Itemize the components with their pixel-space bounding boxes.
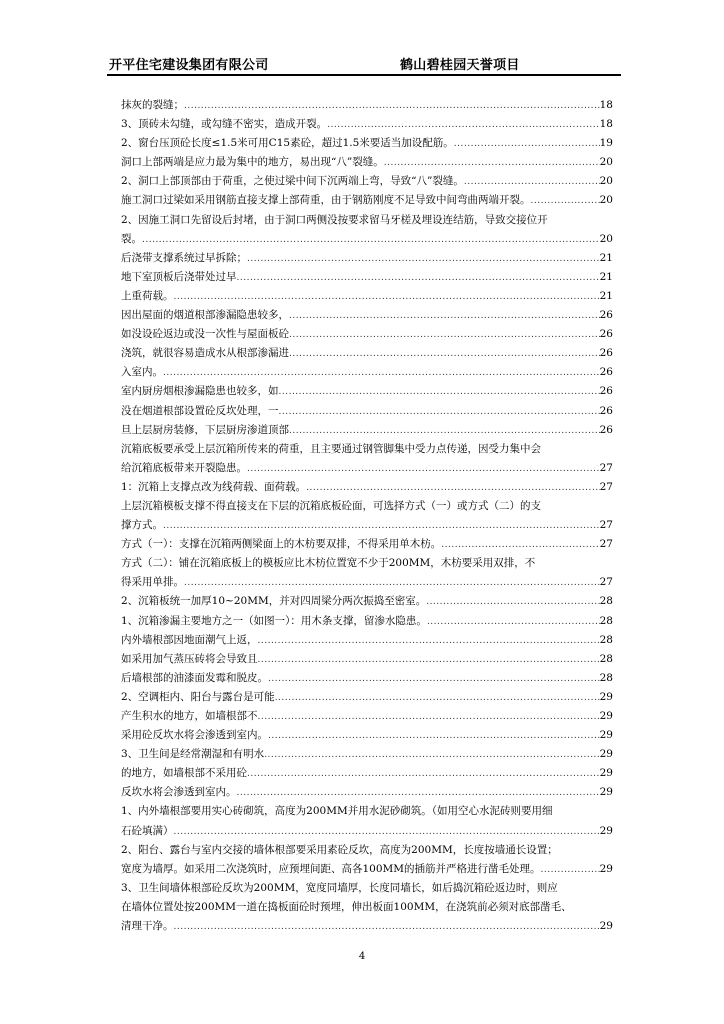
toc-entry[interactable] — [121, 363, 613, 382]
toc-page-number: 27 — [599, 519, 613, 532]
dot-leader — [464, 173, 600, 192]
toc-entry-text: 上重荷载。 — [121, 289, 174, 302]
toc-entry-text: 内外墙根部因地面潮气上返， — [121, 633, 258, 646]
toc-entry[interactable] — [121, 764, 613, 783]
toc-entry[interactable] — [121, 172, 613, 191]
toc-entry[interactable] — [121, 134, 613, 153]
toc-entry-text: 浇筑，就很容易造成水从根部渗漏进 — [121, 347, 289, 360]
toc-page-number: 28 — [599, 652, 613, 665]
toc-entry[interactable] — [121, 287, 613, 306]
dot-leader — [174, 918, 600, 937]
dot-leader — [237, 784, 600, 803]
toc-entry-text: 后浇带支撑系统过早拆除； — [121, 251, 247, 264]
toc-entry[interactable] — [121, 783, 613, 802]
header-rule — [107, 74, 621, 76]
toc-entry[interactable] — [121, 115, 613, 134]
toc-page-number: 26 — [599, 309, 613, 322]
toc-page-number: 28 — [599, 671, 613, 684]
dot-leader — [289, 326, 600, 345]
toc-entry-text: 如没设砼返边或没一次性与屋面板砼 — [121, 328, 289, 341]
page-number: 4 — [358, 951, 366, 962]
toc-page-number: 26 — [599, 385, 613, 398]
toc-page-number: 26 — [599, 404, 613, 417]
dot-leader — [454, 135, 600, 154]
toc-entry[interactable] — [121, 726, 613, 745]
toc-entry[interactable] — [121, 879, 613, 936]
page-header — [107, 52, 621, 74]
toc-entry-text: 产生积水的地方，如墙根部不 — [121, 710, 258, 722]
toc-entry[interactable] — [121, 402, 613, 421]
toc-entry-text: 2、空调柜内、阳台与露台是可能 — [121, 690, 275, 703]
dot-leader — [289, 345, 600, 364]
toc-page-number: 29 — [599, 710, 613, 722]
dot-leader — [142, 231, 600, 250]
dot-leader — [327, 116, 599, 135]
toc-entry[interactable] — [121, 249, 613, 268]
toc-entry-text-line: 方式（二）：铺在沉箱底板上的模板应比木枋位置宽不少于200MM，木枋要采用双排，不 — [121, 557, 536, 570]
dot-leader — [264, 746, 599, 765]
toc-entry-text: 清理干净。 — [121, 920, 174, 933]
dot-leader — [258, 632, 600, 651]
toc-entry[interactable] — [121, 268, 613, 287]
project-name: 鹤山碧桂园天誉项目 — [400, 58, 520, 73]
toc-page-number: 29 — [599, 920, 613, 933]
toc-page-number: 29 — [599, 862, 613, 875]
toc-entry-text-line: 2、阳台、露台与室内交接的墙体根部要采用素砼反坎，高度为200MM，长度按墙通长设置； — [121, 843, 558, 856]
toc-entry[interactable] — [121, 440, 613, 478]
dot-leader — [289, 307, 600, 326]
toc-entry-text: 方式（一）：支撑在沉箱两侧梁面上的木枋要双排，不得采用单木枋。 — [121, 538, 442, 551]
toc-entry-text-line: 1、内外墙根部要用实心砖砌筑，高度为200MM并用水泥砂砌筑。（如用空心水泥砖则要用细 — [121, 805, 553, 818]
dot-leader — [258, 651, 600, 670]
toc-entry[interactable] — [121, 344, 613, 363]
toc-entry-text: 宽度为墙厚。如采用二次浇筑时，应预埋间距、高各100MM的插筋并严格进行凿毛处理。 — [121, 862, 541, 875]
toc-entry-text-line: 沉箱底板要承受上层沉箱所传来的荷重，且主要通过钢管脚集中受力点传递，因受力集中会 — [121, 442, 541, 455]
toc-page-number: 20 — [599, 156, 613, 169]
toc-page-number: 20 — [599, 175, 613, 188]
toc-page-number: 28 — [599, 595, 613, 608]
toc-entry-text: 洞口上部两端是应力最为集中的地方，易出现“八”裂缝。 — [121, 156, 384, 169]
toc-entry-text: 得采用单排。 — [121, 576, 184, 589]
toc-entry-text: 2、洞口上部顶部由于荷重，之使过梁中间下沉两端上弯，导致“八”裂缝。 — [121, 175, 464, 188]
toc-entry-text: 后墙根部的油漆面发霉和脱皮。 — [121, 671, 268, 684]
dot-leader — [541, 861, 600, 880]
toc-page-number: 18 — [599, 118, 613, 131]
toc-entry-text: 采用砼反坎水将会渗透到室内。 — [121, 729, 268, 742]
toc-entry[interactable] — [121, 688, 613, 707]
dot-leader — [174, 823, 600, 842]
toc-entry[interactable] — [121, 745, 613, 764]
toc-page-number: 19 — [599, 137, 613, 150]
toc-entry-text: 撑方式。 — [121, 519, 163, 532]
toc-entry-text: 室内厨房烟根渗漏隐患也较多，如 — [121, 385, 279, 398]
toc-page-number: 29 — [599, 786, 613, 799]
toc-page-number: 27 — [599, 576, 613, 589]
dot-leader — [427, 613, 600, 632]
toc-page-number: 29 — [599, 729, 613, 742]
dot-leader — [531, 192, 600, 211]
toc-page-number: 26 — [599, 328, 613, 341]
toc-entry-text-line: 上层沉箱模板支撑不得直接支在下层的沉箱底板砼面，可选择方式（一）或方式（二）的支 — [121, 499, 541, 512]
dot-leader — [289, 422, 600, 441]
dot-leader — [163, 517, 600, 536]
toc-entry-text: 给沉箱底板带来开裂隐患。 — [121, 461, 247, 474]
table-of-contents — [121, 96, 613, 936]
toc-entry-text: 抹灰的裂缝； — [121, 99, 184, 111]
dot-leader — [174, 288, 600, 307]
toc-entry-text: 入室内。 — [121, 366, 163, 379]
company-name: 开平住宅建设集团有限公司 — [109, 58, 269, 73]
dot-leader — [441, 536, 599, 555]
dot-leader — [275, 689, 600, 708]
toc-page-number: 27 — [599, 480, 613, 493]
toc-page-number: 27 — [599, 461, 613, 474]
toc-entry-text-line: 3、卫生间墙体根部砼反坎为200MM，宽度同墙厚，长度同墙长，如后捣沉箱砼返边时，则应 — [121, 881, 558, 894]
toc-entry[interactable] — [121, 153, 613, 172]
toc-entry[interactable] — [121, 592, 613, 611]
toc-entry-text-line: 在墙体位置处按200MM一道在捣板面砼时预埋，伸出板面100MM，在浇筑前必须对底部凿毛、 — [121, 900, 572, 913]
toc-entry-text: 如采用加气蒸压砖将会导致且 — [121, 652, 258, 665]
toc-entry-text: 旦上层厨房装修，下层厨房渗道顶部 — [121, 423, 289, 436]
toc-entry-text: 2、窗台压顶砼长度≤1.5米可用C15素砼，超过1.5米要适当加设配筋。 — [121, 137, 454, 150]
toc-page-number: 27 — [599, 538, 613, 551]
toc-entry[interactable] — [121, 612, 613, 631]
toc-page-number: 20 — [599, 232, 613, 245]
toc-entry-text: 3、顶砖未勾缝，或勾缝不密实，造成开裂。 — [121, 118, 328, 131]
toc-page-number: 21 — [599, 289, 613, 302]
toc-page-number: 29 — [599, 767, 613, 780]
toc-page-number: 26 — [599, 347, 613, 360]
toc-entry[interactable] — [121, 478, 613, 497]
toc-entry-text: 3、卫生间是经常潮湿和有明水 — [121, 748, 265, 761]
toc-page-number: 26 — [599, 366, 613, 379]
toc-entry-text: 因出屋面的烟道根部渗漏隐患较多， — [121, 309, 289, 322]
toc-entry[interactable] — [121, 650, 613, 669]
toc-page-number: 20 — [599, 194, 613, 207]
toc-entry-text: 石砼填满） — [121, 824, 174, 837]
toc-entry[interactable] — [121, 554, 613, 592]
dot-leader — [237, 269, 600, 288]
toc-page-number: 29 — [599, 748, 613, 761]
toc-page-number: 26 — [599, 423, 613, 436]
toc-entry-text: 2、沉箱板统一加厚10~20MM，并对四周梁分两次振捣至密室。 — [121, 595, 427, 608]
toc-entry-text: 1、沉箱渗漏主要地方之一（如图一）：用木条支撑，留渗水隐患。 — [121, 614, 427, 627]
toc-entry[interactable] — [121, 382, 613, 401]
dot-leader — [279, 403, 600, 422]
dot-leader — [247, 765, 600, 784]
dot-leader — [163, 364, 600, 383]
toc-page-number: 18 — [599, 99, 613, 111]
dot-leader — [258, 708, 600, 727]
dot-leader — [384, 154, 600, 173]
toc-page-number: 29 — [599, 824, 613, 837]
toc-entry[interactable] — [121, 631, 613, 650]
toc-page-number: 21 — [599, 251, 613, 264]
toc-entry[interactable] — [121, 306, 613, 325]
toc-entry-text: 反坎水将会渗透到室内。 — [121, 786, 237, 799]
toc-entry[interactable] — [121, 707, 613, 726]
toc-page-number: 29 — [599, 690, 613, 703]
toc-page-number: 28 — [599, 633, 613, 646]
toc-page-number: 28 — [599, 614, 613, 627]
toc-entry-text: 施工洞口过梁如采用钢筋直接支撑上部荷重，由于钢筋刚度不足导致中间弯曲两端开裂。 — [121, 194, 531, 207]
toc-page-number: 21 — [599, 270, 613, 283]
dot-leader — [268, 670, 600, 689]
dot-leader — [306, 479, 599, 498]
toc-entry-text: 1：沉箱上支撑点改为线荷载、面荷载。 — [121, 480, 307, 493]
dot-leader — [184, 574, 600, 593]
toc-entry-text: 地下室顶板后浇带处过早 — [121, 270, 237, 283]
toc-entry-text: 裂。 — [121, 232, 142, 245]
toc-entry[interactable] — [121, 841, 613, 879]
dot-leader — [247, 460, 600, 479]
toc-entry[interactable] — [121, 421, 613, 440]
toc-entry[interactable] — [121, 535, 613, 554]
toc-entry[interactable] — [121, 96, 613, 115]
toc-entry[interactable] — [121, 191, 613, 210]
toc-entry[interactable] — [121, 211, 613, 249]
toc-entry[interactable] — [121, 497, 613, 535]
toc-entry[interactable] — [121, 802, 613, 840]
dot-leader — [268, 727, 600, 746]
dot-leader — [426, 593, 599, 612]
toc-entry-text-line: 2、因施工洞口先留设后封堵，由于洞口两侧没按要求留马牙槎及埋设连结筋，导致交接位开 — [121, 213, 548, 226]
toc-entry[interactable] — [121, 669, 613, 688]
toc-entry-text: 的地方，如墙根部不采用砼 — [121, 767, 247, 780]
toc-entry-text: 没在烟道根部设置砼反坎处理，一 — [121, 404, 279, 417]
dot-leader — [184, 97, 600, 116]
dot-leader — [279, 383, 600, 402]
toc-entry[interactable] — [121, 325, 613, 344]
dot-leader — [247, 250, 600, 269]
